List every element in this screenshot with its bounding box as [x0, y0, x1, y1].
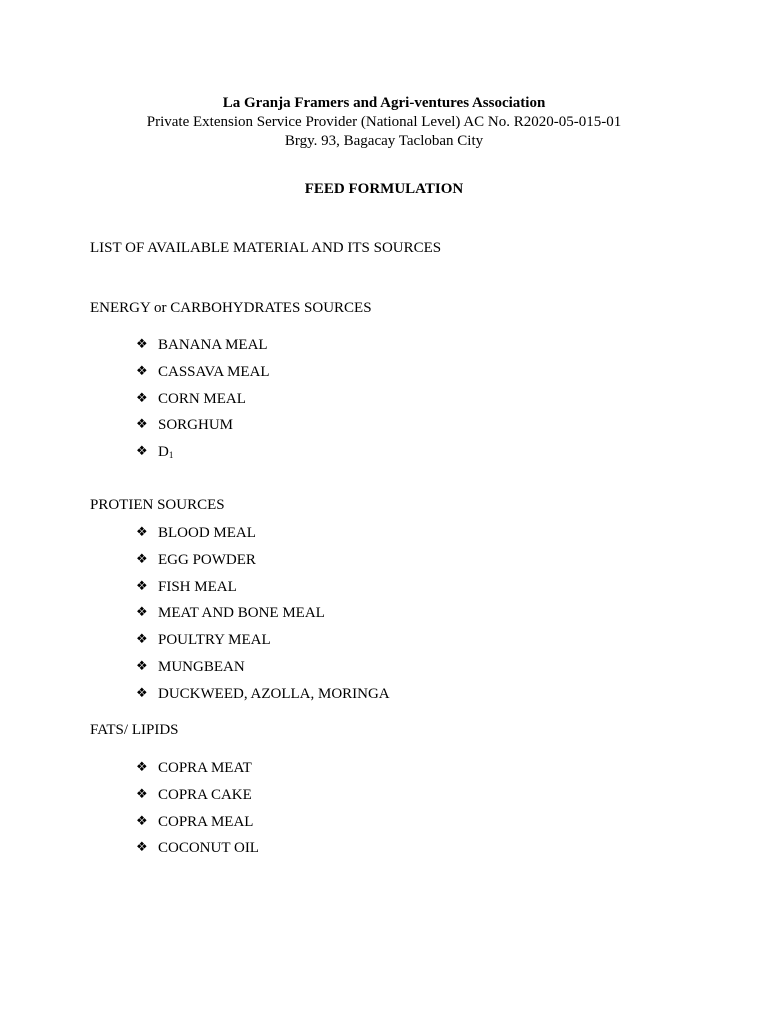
diamond-bullet-icon: ❖: [136, 605, 148, 621]
document-title: FEED FORMULATION: [304, 181, 464, 197]
fats-lipids-heading: FATS/ LIPIDS: [90, 722, 179, 738]
address-line: Brgy. 93, Bagacay Tacloban City: [284, 133, 484, 149]
diamond-bullet-icon: ❖: [136, 337, 148, 352]
accreditation-line: Private Extension Service Provider (National Level) AC No. R2020-05-015-01: [146, 114, 622, 130]
diamond-bullet-icon: ❖: [136, 551, 148, 567]
diamond-bullet-icon: ❖: [136, 760, 148, 775]
protein-sources-heading: PROTIEN SOURCES: [90, 497, 225, 513]
diamond-bullet-icon: ❖: [136, 658, 148, 674]
diamond-bullet-icon: ❖: [136, 840, 148, 856]
diamond-bullet-icon: ❖: [136, 363, 148, 379]
diamond-bullet-icon: ❖: [136, 813, 148, 829]
diamond-bullet-icon: ❖: [136, 786, 148, 802]
diamond-bullet-icon: ❖: [136, 417, 148, 433]
intro-heading: LIST OF AVAILABLE MATERIAL AND ITS SOURCES: [90, 240, 442, 256]
organization-name: La Granja Framers and Agri-ventures Association: [222, 95, 546, 111]
diamond-bullet-icon: ❖: [136, 444, 148, 460]
diamond-bullet-icon: ❖: [136, 685, 148, 701]
diamond-bullet-icon: ❖: [136, 632, 148, 648]
energy-sources-heading: ENERGY or CARBOHYDRATES SOURCES: [90, 300, 372, 316]
diamond-bullet-icon: ❖: [136, 390, 148, 406]
document-page: La Granja Framers and Agri-ventures Association Private Extension Service Provider (National Level) AC No. R2020-05-015-01 Brgy. 93, Bagacay Tacloban City FEED FORMULATION LIST OF AVAILABLE MATERIAL AND ITS SOURCES ENERGY or CARBOHYDRATES SOURCES ❖ BANANA MEAL ❖ CASSAVA MEAL ❖ CORN MEAL ❖ SORGHUM ❖ $D_1$ PROTIEN SOURCES ❖ BLOOD MEAL ❖ EGG POWDER ❖ FISH MEAL ❖ MEAT AND BONE MEAL ❖ POULTRY MEAL ❖ MUNGBEAN ❖ DUCKWEED, AZOLLA, MORINGA FATS/ LIPIDS ❖ COPRA MEAT ❖ COPRA CAKE ❖ COPRA MEAL ❖ COCONUT OIL: [0, 0, 768, 1024]
diamond-bullet-icon: ❖: [136, 578, 148, 594]
diamond-bullet-icon: ❖: [136, 525, 148, 540]
